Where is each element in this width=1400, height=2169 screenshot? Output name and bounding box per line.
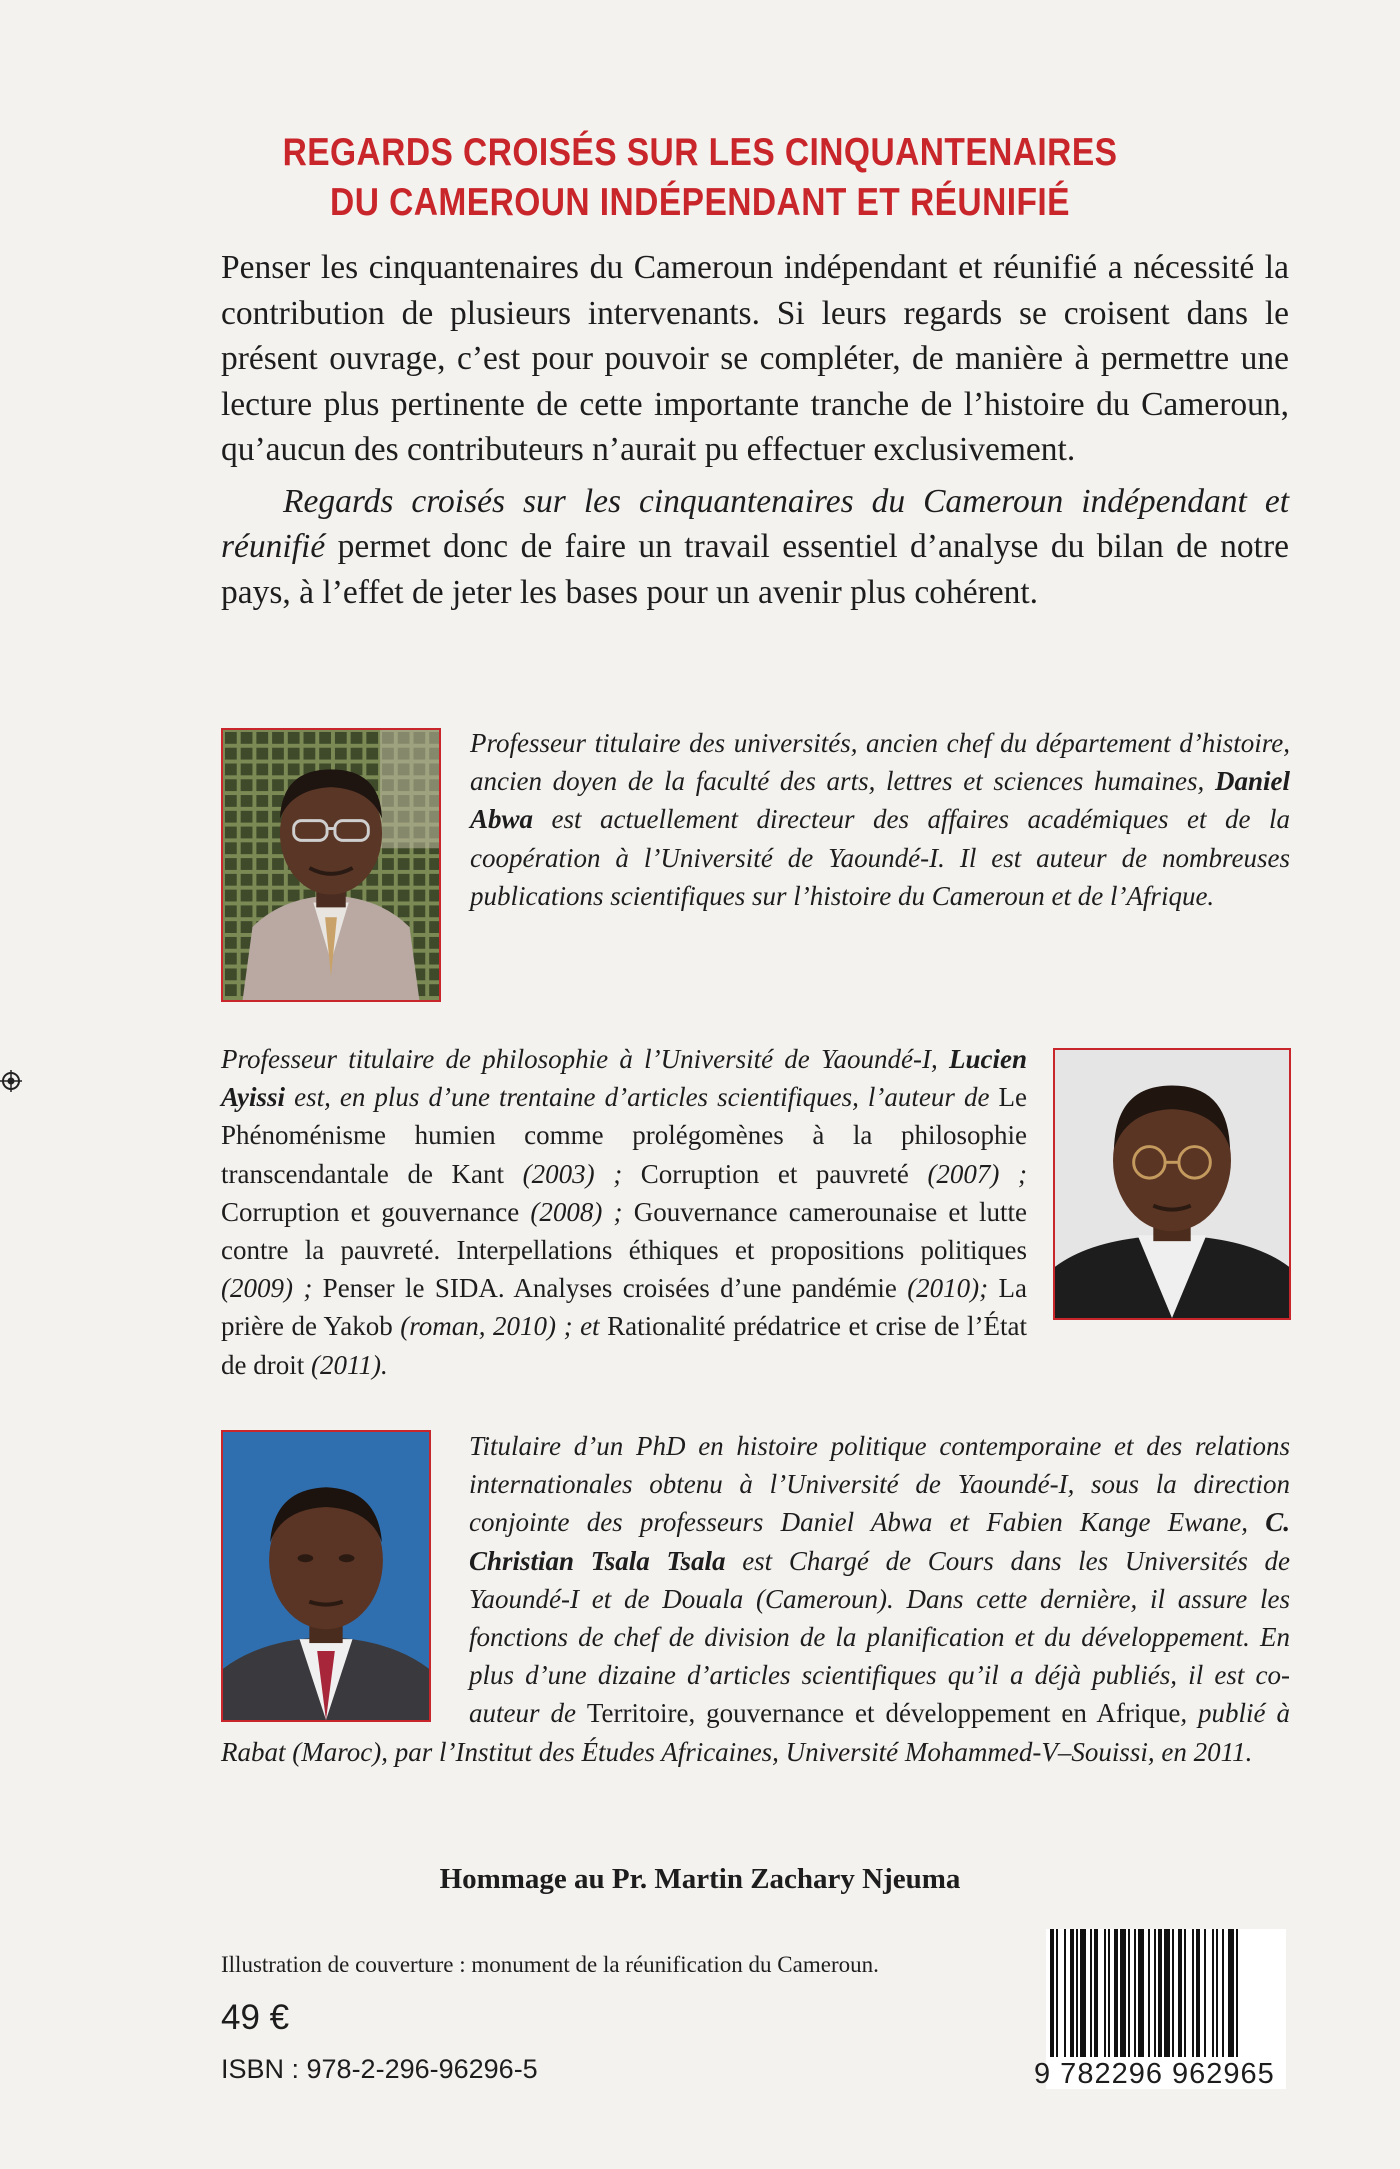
author-bio-christian-tsala-tsala <box>221 1427 1290 1771</box>
work-title: Gouvernance camerounaise et lutte contre la pauvreté. Interpellations éthiques et propositions politiques <box>221 1196 1028 1266</box>
tribute: Hommage au Pr. Martin Zachary Njeuma <box>439 1863 961 1895</box>
book-title-line-1: REGARDS CROISÉS SUR LES CINQUANTENAIRES <box>282 131 1118 174</box>
synopsis-paragraph-2 <box>221 479 1289 616</box>
barcode-bar <box>1076 1929 1078 2057</box>
work-title: Rationalité prédatrice et crise de l’État de droit <box>221 1311 1027 1380</box>
isbn: ISBN : 978-2-296-96296-5 <box>221 2054 538 2084</box>
work-title: Corruption et gouvernance <box>221 1196 520 1227</box>
barcode-bar <box>1080 1929 1086 2057</box>
barcode-bar <box>1158 1929 1162 2057</box>
work-title: Corruption et pauvreté <box>640 1158 909 1189</box>
barcode-bar <box>1134 1929 1136 2057</box>
barcode-bar <box>1104 1929 1106 2057</box>
work-title: La prière de Yakob <box>221 1273 1027 1342</box>
barcode-bar <box>1222 1929 1224 2057</box>
portrait-daniel-abwa <box>221 728 441 1002</box>
barcode-bar <box>1094 1929 1098 2057</box>
barcode-bar <box>1064 1929 1066 2057</box>
bio-text: Professeur titulaire des universités, ancien chef du département d’histoire, ancien doyen de la faculté des arts, lettres et sciences humaines, <box>470 728 1290 797</box>
barcode-bar <box>1114 1929 1118 2057</box>
barcode-bar <box>1184 1929 1186 2057</box>
work-year: (2007) ; <box>908 1158 1027 1189</box>
book-title <box>270 128 1130 228</box>
barcode-bar <box>1108 1929 1110 2057</box>
author-bio-daniel-abwa <box>470 724 1290 915</box>
work-year: (2011). <box>304 1349 388 1380</box>
barcode-bar <box>1212 1929 1214 2057</box>
author-name: Lucien Ayissi <box>221 1044 1027 1113</box>
barcode-bar <box>1192 1929 1194 2057</box>
portrait-christian-tsala-tsala <box>221 1430 431 1722</box>
synopsis-paragraph-2-text: permet donc de faire un travail essentiel d’analyse du bilan de notre pays, à l’effet de jeter les bases pour un avenir plus cohérent. <box>221 528 1289 611</box>
barcode-digits: 9 782296 962965 <box>1034 2058 1275 2090</box>
work-year: (2009) ; <box>221 1273 323 1304</box>
bio-text: est Chargé de Cours dans les Universités de Yaoundé-I et de Douala (Cameroun). Dans cette dernière, il assure les fonctions de chef de division de la planification et du développement. En plus d’une dizaine d’articles scientifiques qu’il a déjà publiés, il est co-auteur de <box>469 1545 1290 1729</box>
work-title: Penser le SIDA. Analyses croisées d’une pandémie <box>322 1273 897 1304</box>
barcode-bar <box>1172 1929 1174 2057</box>
work-year: (roman, 2010) ; et <box>392 1311 608 1342</box>
work-year: (2008) ; <box>519 1196 634 1227</box>
author-name: C. Christian Tsala Tsala <box>469 1507 1290 1576</box>
barcode-bar <box>1154 1929 1156 2057</box>
barcode-bar <box>1236 1929 1238 2057</box>
bio-text: , publié à Rabat (Maroc), par l’Institut des Études Africaines, Université Mohammed-V–Souissi, en 2011. <box>221 1698 1290 1767</box>
barcode-bar <box>1090 1929 1092 2057</box>
barcode-bar <box>1148 1929 1150 2057</box>
author-bio-lucien-ayissi <box>221 1040 1027 1384</box>
synopsis <box>221 245 1289 615</box>
bio-text: est, en plus d’une trentaine d’articles scientifiques, l’auteur de <box>285 1082 999 1113</box>
cover-illustration-credit: Illustration de couverture : monument de la réunification du Cameroun. <box>221 1952 879 1977</box>
bio-text: Professeur titulaire de philosophie à l’Université de Yaoundé-I, <box>221 1044 949 1074</box>
portrait-lucien-ayissi <box>1053 1048 1291 1320</box>
author-name: Daniel Abwa <box>470 766 1290 835</box>
barcode-bar <box>1228 1929 1234 2057</box>
barcode-bar <box>1164 1929 1170 2057</box>
work-year: (2003) ; <box>504 1158 641 1189</box>
price: 49 € <box>221 1998 290 2037</box>
barcode-bar <box>1204 1929 1206 2057</box>
synopsis-book-title: Regards croisés sur les cinquantenaires du Cameroun indépendant et réunifié <box>221 482 1289 565</box>
barcode-bar <box>1138 1929 1144 2057</box>
barcode-bar <box>1120 1929 1126 2057</box>
work-title: Le Phénoménisme humien comme prolégomènes à la philosophie transcendantale de Kant <box>221 1082 1027 1189</box>
registration-mark-icon <box>0 1070 22 1092</box>
book-title-line-2: DU CAMEROUN INDÉPENDANT ET RÉUNIFIÉ <box>330 181 1070 224</box>
barcode-bar <box>1050 1929 1054 2057</box>
synopsis-paragraph-1: Penser les cinquantenaires du Cameroun indépendant et réunifié a nécessité la contribution de plusieurs intervenants. Si leurs regards se croisent dans le présent ouvrage, c’est pour pouvoir se compléter, de manière à permettre une lecture plus pertinente de cette importante tranche de l’histoire du Cameroun, qu’aucun des contributeurs n’aurait pu effectuer exclusivement. <box>221 249 1289 468</box>
bio-text: est actuellement directeur des affaires académiques et de la coopération à l’Université de Yaoundé-I. Il est auteur de nombreuses publications scientifiques sur l’histoire du Cameroun et de l’Afrique. <box>470 804 1290 911</box>
work-title: Territoire, gouvernance et développement en Afrique <box>586 1698 1181 1729</box>
barcode-bars <box>1046 1929 1286 2057</box>
barcode-bar <box>1128 1929 1130 2057</box>
work-year: (2010); <box>896 1273 999 1304</box>
barcode-bar <box>1056 1929 1058 2057</box>
barcode-bar <box>1178 1929 1182 2057</box>
barcode-bar <box>1216 1929 1218 2057</box>
bio-text: Titulaire d’un PhD en histoire politique contemporaine et des relations internationales obtenu à l’Université de Yaoundé-I, sous la direction conjointe des professeurs Daniel Abwa et Fabien Kange Ewane, <box>469 1431 1290 1538</box>
barcode-bar <box>1070 1929 1074 2057</box>
barcode-bar <box>1196 1929 1200 2057</box>
